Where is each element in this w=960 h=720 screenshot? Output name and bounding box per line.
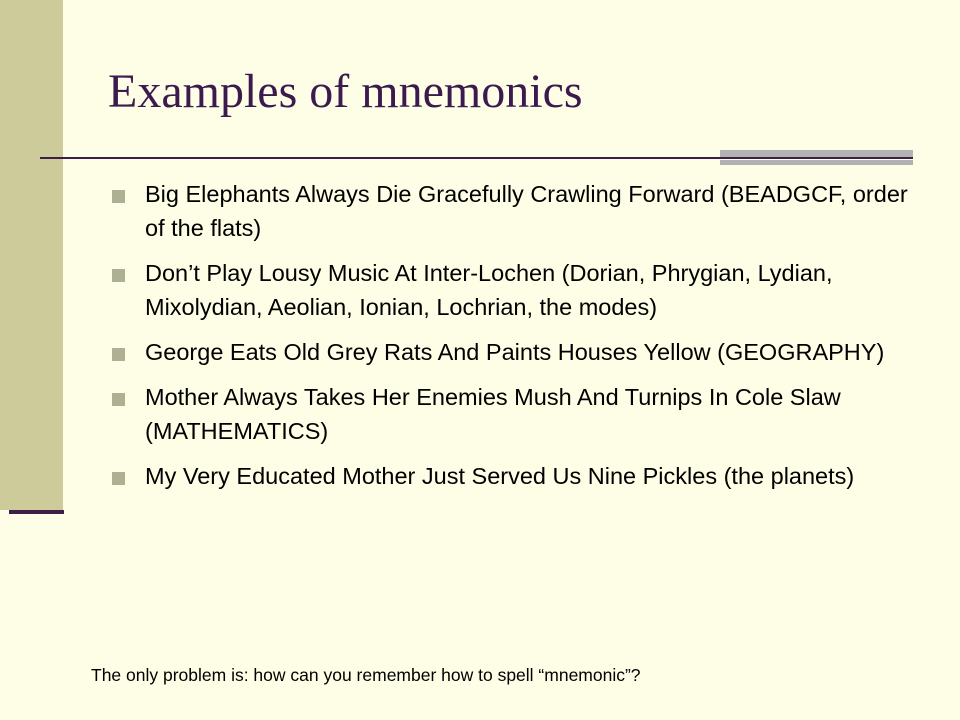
bullet-text: My Very Educated Mother Just Served Us Nine Pickles (the planets)	[145, 463, 855, 489]
bullet-text: Mother Always Takes Her Enemies Mush And Turnips In Cole Slaw (MATHEMATICS)	[145, 384, 841, 444]
accent-bar-bottom	[720, 160, 913, 165]
square-bullet-icon	[112, 472, 125, 485]
slide-title: Examples of mnemonics	[108, 65, 583, 118]
left-decorative-band	[0, 0, 63, 510]
left-band-underline	[9, 510, 64, 514]
square-bullet-icon	[112, 348, 125, 361]
bullet-item-flats	[106, 177, 926, 245]
title-divider	[40, 157, 913, 159]
bullet-list	[106, 177, 926, 504]
bullet-text: Don’t Play Lousy Music At Inter-Lochen (Dorian, Phrygian, Lydian, Mixolydian, Aeolian, Ionian, Lochrian, the modes)	[145, 260, 833, 320]
accent-bar-top	[720, 150, 913, 157]
bullet-text: Big Elephants Always Die Gracefully Crawling Forward (BEADGCF, order of the flats)	[145, 181, 908, 241]
square-bullet-icon	[112, 190, 125, 203]
square-bullet-icon	[112, 393, 125, 406]
footer-note: The only problem is: how can you remember how to spell “mnemonic”?	[91, 665, 641, 685]
bullet-item-mathematics	[106, 380, 926, 448]
square-bullet-icon	[112, 269, 125, 282]
bullet-item-geography	[106, 335, 926, 369]
bullet-item-modes	[106, 256, 926, 324]
bullet-text: George Eats Old Grey Rats And Paints Houses Yellow (GEOGRAPHY)	[145, 339, 885, 365]
bullet-item-planets	[106, 459, 926, 493]
